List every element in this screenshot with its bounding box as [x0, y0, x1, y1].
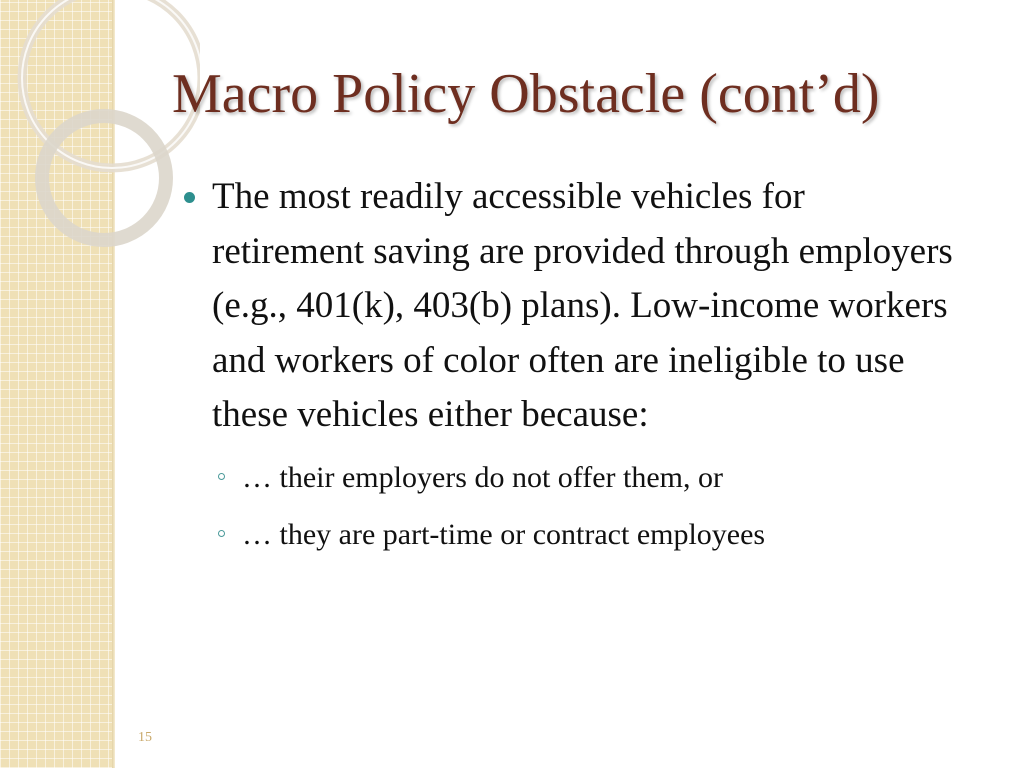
- hollow-bullet-icon: [218, 530, 225, 537]
- sub-bullet-text: … they are part-time or contract employees: [242, 517, 766, 551]
- page-number: 15: [138, 730, 152, 745]
- sub-bullet-item: [212, 449, 962, 506]
- bullet-list: [182, 170, 962, 563]
- small-ring: [42, 116, 166, 240]
- decorative-rings: [0, 0, 200, 260]
- bullet-item: [182, 170, 962, 563]
- sub-bullet-item: [212, 506, 962, 563]
- slide-title: Macro Policy Obstacle (cont’d): [172, 63, 880, 125]
- bullet-dot-icon: [184, 192, 195, 203]
- hollow-bullet-icon: [218, 473, 225, 480]
- sub-bullet-list: [212, 449, 962, 563]
- bullet-text: The most readily accessible vehicles for retirement saving are provided through employers (e.g., 401(k), 403(b) plans). Low-income workers and workers of color often are ineligible to use these vehicles either because:: [212, 176, 953, 435]
- sub-bullet-text: … their employers do not offer them, or: [242, 460, 723, 494]
